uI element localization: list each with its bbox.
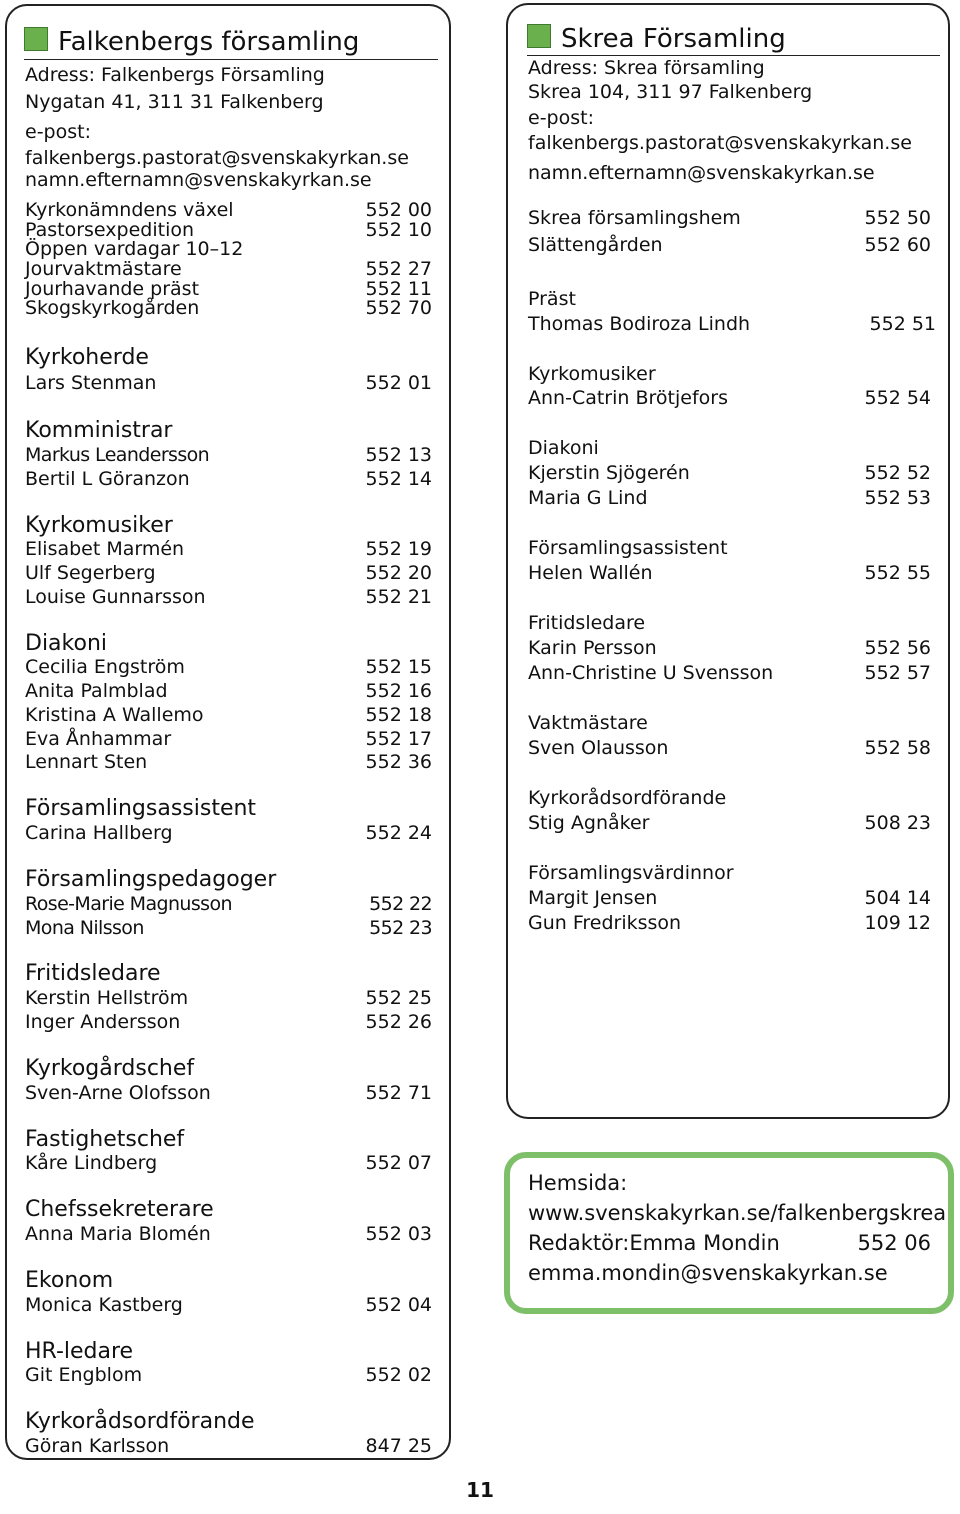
phone-number: 552 03 [365,1223,432,1245]
section-heading: Församlingspedagoger [25,867,277,892]
email-label: e-post: [25,121,91,143]
phone-number: 552 50 [864,207,931,229]
phone-number: 552 02 [365,1364,432,1386]
section-heading: Ekonom [25,1268,114,1293]
phone-number: 508 23 [864,812,931,834]
email-label: e-post: [528,107,594,129]
person-name: Helen Wallén [528,562,653,584]
contact-label: Skogskyrkogården [25,297,200,319]
person-name: Anita Palmblad [25,680,168,702]
contact-label: Kyrkonämndens växel [25,199,234,221]
contact-label: Jourhavande präst [25,278,200,300]
skrea-title [527,24,786,54]
phone-number: 552 07 [365,1152,432,1174]
phone-number: 552 51 [869,313,936,335]
section-heading: Kyrkorådsordförande [25,1409,255,1434]
section-heading: Präst [528,288,576,310]
person-name: Kerstin Hellström [25,987,189,1009]
person-name: Git Engblom [25,1364,143,1386]
address-line: Adress: Skrea församling [528,57,765,79]
phone-number: 552 04 [365,1294,432,1316]
phone-number: 552 60 [864,234,931,256]
contact-label: Skrea församlingshem [528,207,741,229]
section-heading: Församlingsassistent [25,796,257,821]
phone-number: 552 71 [365,1082,432,1104]
section-heading: Fritidsledare [25,961,161,986]
person-name: Kåre Lindberg [25,1152,158,1174]
section-heading: Kyrkorådsordförande [528,787,727,809]
person-name: Stig Agnåker [528,812,650,834]
phone-number: 552 16 [365,680,432,702]
phone-number: 552 56 [864,637,931,659]
website-label: Hemsida: [528,1171,628,1195]
person-name: Elisabet Marmén [25,538,185,560]
email-link[interactable]: falkenbergs.pastorat@svenskakyrkan.se [25,147,409,169]
section-heading: Diakoni [528,437,599,459]
website-link[interactable]: www.svenskakyrkan.se/falkenbergskrea [528,1201,947,1225]
green-square-icon [24,27,48,51]
phone-number: 552 10 [365,219,432,241]
phone-number: 552 26 [365,1011,432,1033]
phone-number: 552 58 [864,737,931,759]
editor-phone: 552 06 [857,1231,931,1255]
phone-number: 552 53 [864,487,931,509]
contact-label: Jourvaktmästare [25,258,182,280]
section-heading: Fritidsledare [528,612,646,634]
phone-number: 552 36 [365,751,432,773]
person-name: Ulf Segerberg [25,562,156,584]
person-name: Lennart Sten [25,751,148,773]
phone-number: 552 24 [365,822,432,844]
section-heading: Församlingsvärdinnor [528,862,734,884]
phone-number: 552 14 [365,468,432,490]
person-name: Margit Jensen [528,887,658,909]
contact-label: Öppen vardagar 10–12 [25,238,244,260]
section-heading: Fastighetschef [25,1127,185,1152]
falkenberg-title-text: Falkenbergs församling [58,27,360,57]
phone-number: 552 15 [365,656,432,678]
section-heading: Kyrkomusiker [25,513,173,538]
person-name: Göran Karlsson [25,1435,170,1457]
phone-number: 552 57 [864,662,931,684]
phone-number: 552 18 [365,704,432,726]
phone-number: 552 25 [365,987,432,1009]
person-name: Sven-Arne Olofsson [25,1082,211,1104]
person-name: Louise Gunnarsson [25,586,206,608]
section-heading: Vaktmästare [528,712,648,734]
person-name: Karin Persson [528,637,657,659]
section-heading: Komministrar [25,418,173,443]
person-name: Kjerstin Sjögerén [528,462,690,484]
phone-number: 504 14 [864,887,931,909]
address-line: Adress: Falkenbergs Församling [25,64,325,86]
person-name: Ann-Catrin Brötjefors [528,387,728,409]
green-square-icon [527,24,551,48]
phone-number: 552 27 [365,258,432,280]
editor-name: Redaktör:Emma Mondin [528,1231,780,1255]
email-link[interactable]: namn.efternamn@svenskakyrkan.se [25,169,372,191]
phone-number: 552 55 [864,562,931,584]
person-name: Kristina A Wallemo [25,704,204,726]
person-name: Mona Nilsson [25,917,144,939]
person-name: Rose-Marie Magnusson [25,893,232,915]
email-link[interactable]: falkenbergs.pastorat@svenskakyrkan.se [528,132,912,154]
email-link[interactable]: namn.efternamn@svenskakyrkan.se [528,162,875,184]
phone-number: 552 13 [365,444,432,466]
person-name: Lars Stenman [25,372,157,394]
phone-number: 552 21 [365,586,432,608]
person-name: Inger Andersson [25,1011,181,1033]
phone-number: 552 17 [365,728,432,750]
person-name: Markus Leandersson [25,444,210,466]
phone-number: 552 70 [365,297,432,319]
person-name: Monica Kastberg [25,1294,183,1316]
skrea-title-text: Skrea Församling [561,24,786,54]
page-number: 11 [466,1478,494,1502]
person-name: Anna Maria Blomén [25,1223,211,1245]
contact-label: Slättengården [528,234,663,256]
section-heading: Kyrkogårdschef [25,1056,195,1081]
address-line: Skrea 104, 311 97 Falkenberg [528,81,813,103]
title-divider [527,55,940,56]
contact-label: Pastorsexpedition [25,219,195,241]
person-name: Maria G Lind [528,487,648,509]
phone-number: 552 23 [369,917,432,939]
section-heading: Kyrkomusiker [528,363,656,385]
phone-number: 552 54 [864,387,931,409]
section-heading: Kyrkoherde [25,345,149,370]
phone-number: 552 00 [365,199,432,221]
section-heading: HR-ledare [25,1339,134,1364]
section-heading: Församlingsassistent [528,537,728,559]
person-name: Bertil L Göranzon [25,468,190,490]
phone-number: 109 12 [864,912,931,934]
address-line: Nygatan 41, 311 31 Falkenberg [25,91,324,113]
phone-number: 552 01 [365,372,432,394]
phone-number: 847 25 [365,1435,432,1457]
falkenberg-title [24,27,359,57]
person-name: Carina Hallberg [25,822,173,844]
phone-number: 552 19 [365,538,432,560]
phone-number: 552 22 [369,893,432,915]
editor-email[interactable]: emma.mondin@svenskakyrkan.se [528,1261,888,1285]
title-divider [24,59,438,60]
phone-number: 552 52 [864,462,931,484]
person-name: Eva Ånhammar [25,728,172,750]
section-heading: Diakoni [25,631,108,656]
section-heading: Chefssekreterare [25,1197,214,1222]
person-name: Thomas Bodiroza Lindh [528,313,751,335]
phone-number: 552 11 [365,278,432,300]
phone-number: 552 20 [365,562,432,584]
person-name: Sven Olausson [528,737,669,759]
person-name: Ann-Christine U Svensson [528,662,774,684]
person-name: Cecilia Engström [25,656,185,678]
person-name: Gun Fredriksson [528,912,682,934]
